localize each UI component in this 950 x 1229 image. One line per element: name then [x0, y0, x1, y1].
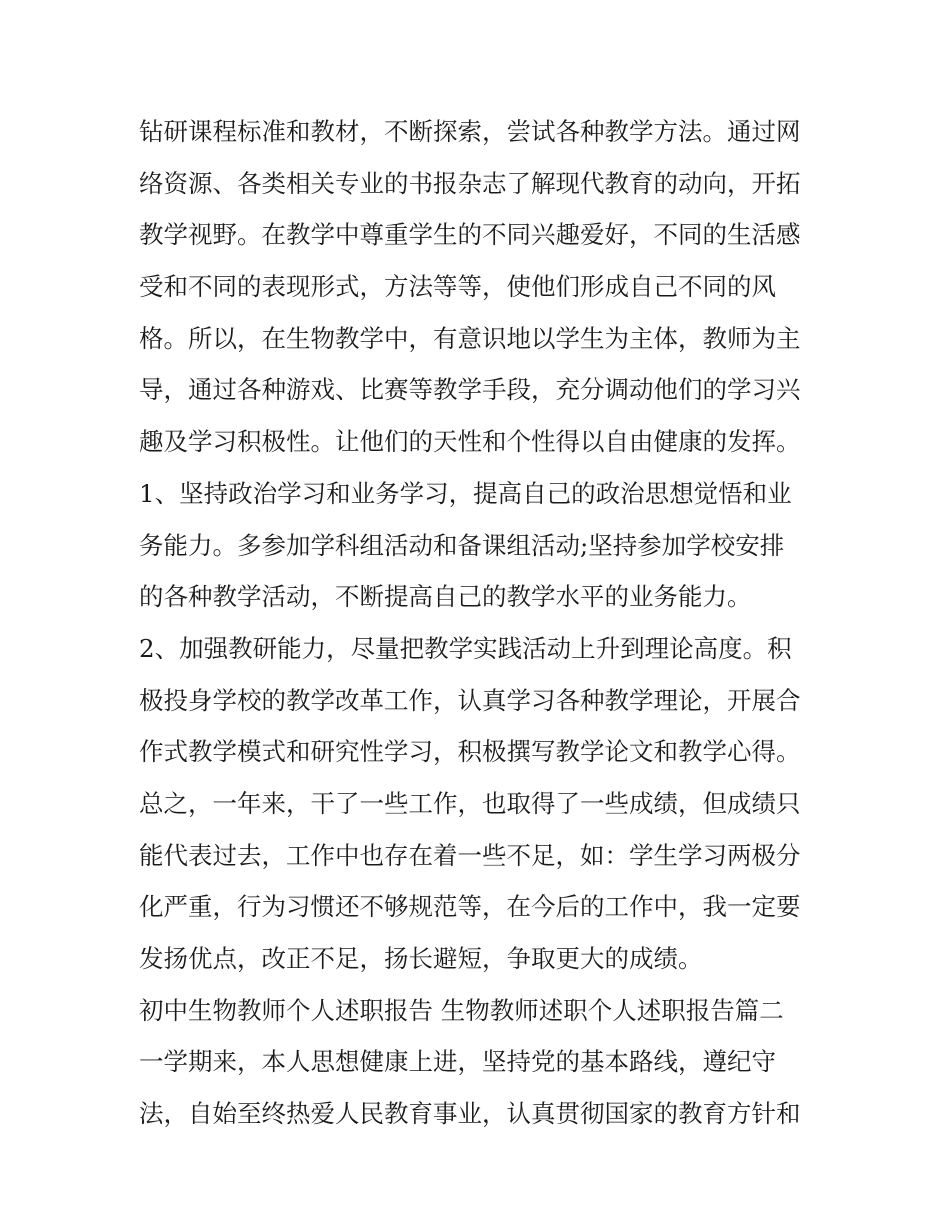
- body-text: [139, 106, 819, 1140]
- text-line: 受和不同的表现形式，方法等等，使他们形成自己不同的风: [139, 272, 776, 302]
- text-line: 钻研课程标准和教材，不断探索，尝试各种教学方法。通过网: [139, 117, 801, 146]
- text-line: 的各种教学活动，不断提高自己的教学水平的业务能力。: [139, 582, 752, 612]
- text-line: 法，自始至终热爱人民教育事业，认真贯彻国家的教育方针和: [139, 1099, 801, 1129]
- text-line: 2、加强教研能力，尽量把教学实践活动上升到理论高度。积: [139, 633, 792, 663]
- text-line: 络资源、各类相关专业的书报杂志了解现代教育的动向，开拓: [139, 168, 801, 198]
- text-line: 导，通过各种游戏、比赛等教学手段，充分调动他们的学习兴: [139, 375, 801, 405]
- text-line: 1、坚持政治学习和业务学习，提高自己的政治思想觉悟和业: [139, 478, 792, 508]
- text-line: 一学期来，本人思想健康上进，坚持党的基本路线，遵纪守: [139, 1047, 776, 1077]
- text-line: 教学视野。在教学中尊重学生的不同兴趣爱好，不同的生活感: [139, 220, 801, 250]
- text-line: 发扬优点，改正不足，扬长避短，争取更大的成绩。: [139, 944, 703, 973]
- text-line: 化严重，行为习惯还不够规范等，在今后的工作中，我一定要: [139, 892, 801, 922]
- text-line: 总之，一年来，干了一些工作，也取得了一些成绩，但成绩只: [139, 788, 801, 818]
- text-line: 能代表过去，工作中也存在着一些不足，如：学生学习两极分: [139, 840, 801, 870]
- text-line: 作式教学模式和研究性学习，积极撰写教学论文和教学心得。: [139, 737, 801, 767]
- text-line: 极投身学校的教学改革工作，认真学习各种教学理论，开展合: [139, 685, 801, 715]
- text-line: 趣及学习积极性。让他们的天性和个性得以自由健康的发挥。: [139, 427, 801, 457]
- text-line: 务能力。多参加学科组活动和备课组活动;坚持参加学校安排: [139, 530, 785, 560]
- section-title-line: 初中生物教师个人述职报告 生物教师述职个人述职报告篇二: [139, 995, 784, 1025]
- text-line: 格。所以，在生物教学中，有意识地以学生为主体，教师为主: [139, 323, 801, 353]
